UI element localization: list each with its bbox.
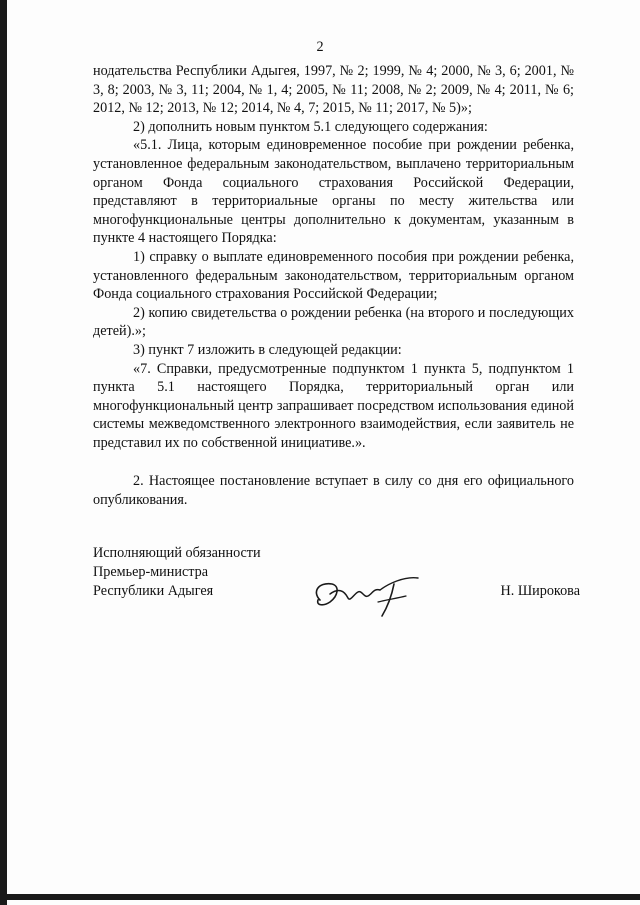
handwritten-signature xyxy=(308,570,428,620)
document-body xyxy=(93,62,574,510)
paragraph-entry-into-force: 2. Настоящее постановление вступает в силу со дня его официального опубликования. xyxy=(93,473,574,509)
paragraph-point-7: «7. Справки, предусмотренные подпунктом 1 пункта 5, подпунктом 1 пункта 5.1 настоящего Порядка, территориальный орган или многофункциональный центр запрашивает посредством использования единой системы межведомственного электронного взаимодействия, если заявитель не представил их по собственной инициативе.». xyxy=(93,360,574,451)
paragraph-gap xyxy=(93,452,574,472)
page-number: 2 xyxy=(316,39,324,55)
signatory-title-line: Республики Адыгея xyxy=(93,583,214,599)
paragraph-subpoint-2: 2) копию свидетельства о рождении ребенка (на второго и последующих детей).»; xyxy=(93,304,574,340)
paragraph-point-5-1: «5.1. Лица, которым единовременное пособие при рождении ребенка, установленное федеральным законодательством, выплачено территориальным органом Фонда социального страхования Российской Федерации, представляют в территориальные органы по месту жительства или многофункциональные центры дополнительно к документам, указанным в пункте 4 настоящего Порядка: xyxy=(93,137,574,247)
paragraph-amendment-3: 3) пункт 7 изложить в следующей редакции: xyxy=(133,341,402,358)
signatory-title-line: Исполняющий обязанности xyxy=(93,545,261,561)
paragraph-amendment-2: 2) дополнить новым пунктом 5.1 следующего содержания: xyxy=(133,118,488,135)
paragraph-subpoint-1: 1) справку о выплате единовременного пособия при рождении ребенка, установленного федеральным законодательством, территориальным органом Фонда социального страхования Российской Федерации; xyxy=(93,248,574,303)
scan-left-border xyxy=(0,0,7,905)
paragraph-continuation: нодательства Республики Адыгея, 1997, № 2; 1999, № 4; 2000, № 3, 6; 2001, № 3, 8; 2003, № 3, 11; 2004, № 1, 4; 2005, № 11; 2008, № 2; 2009, № 4; 2011, № 6; 2012, № 12; 2013, № 12; 2014, № 4, 7; 2015, № 11; 2017, № 5)»; xyxy=(93,63,574,117)
signatory-name: Н. Широкова xyxy=(500,583,580,599)
scan-bottom-border xyxy=(0,894,640,900)
signatory-title-line: Премьер-министра xyxy=(93,564,209,580)
signatory-title xyxy=(93,544,343,601)
